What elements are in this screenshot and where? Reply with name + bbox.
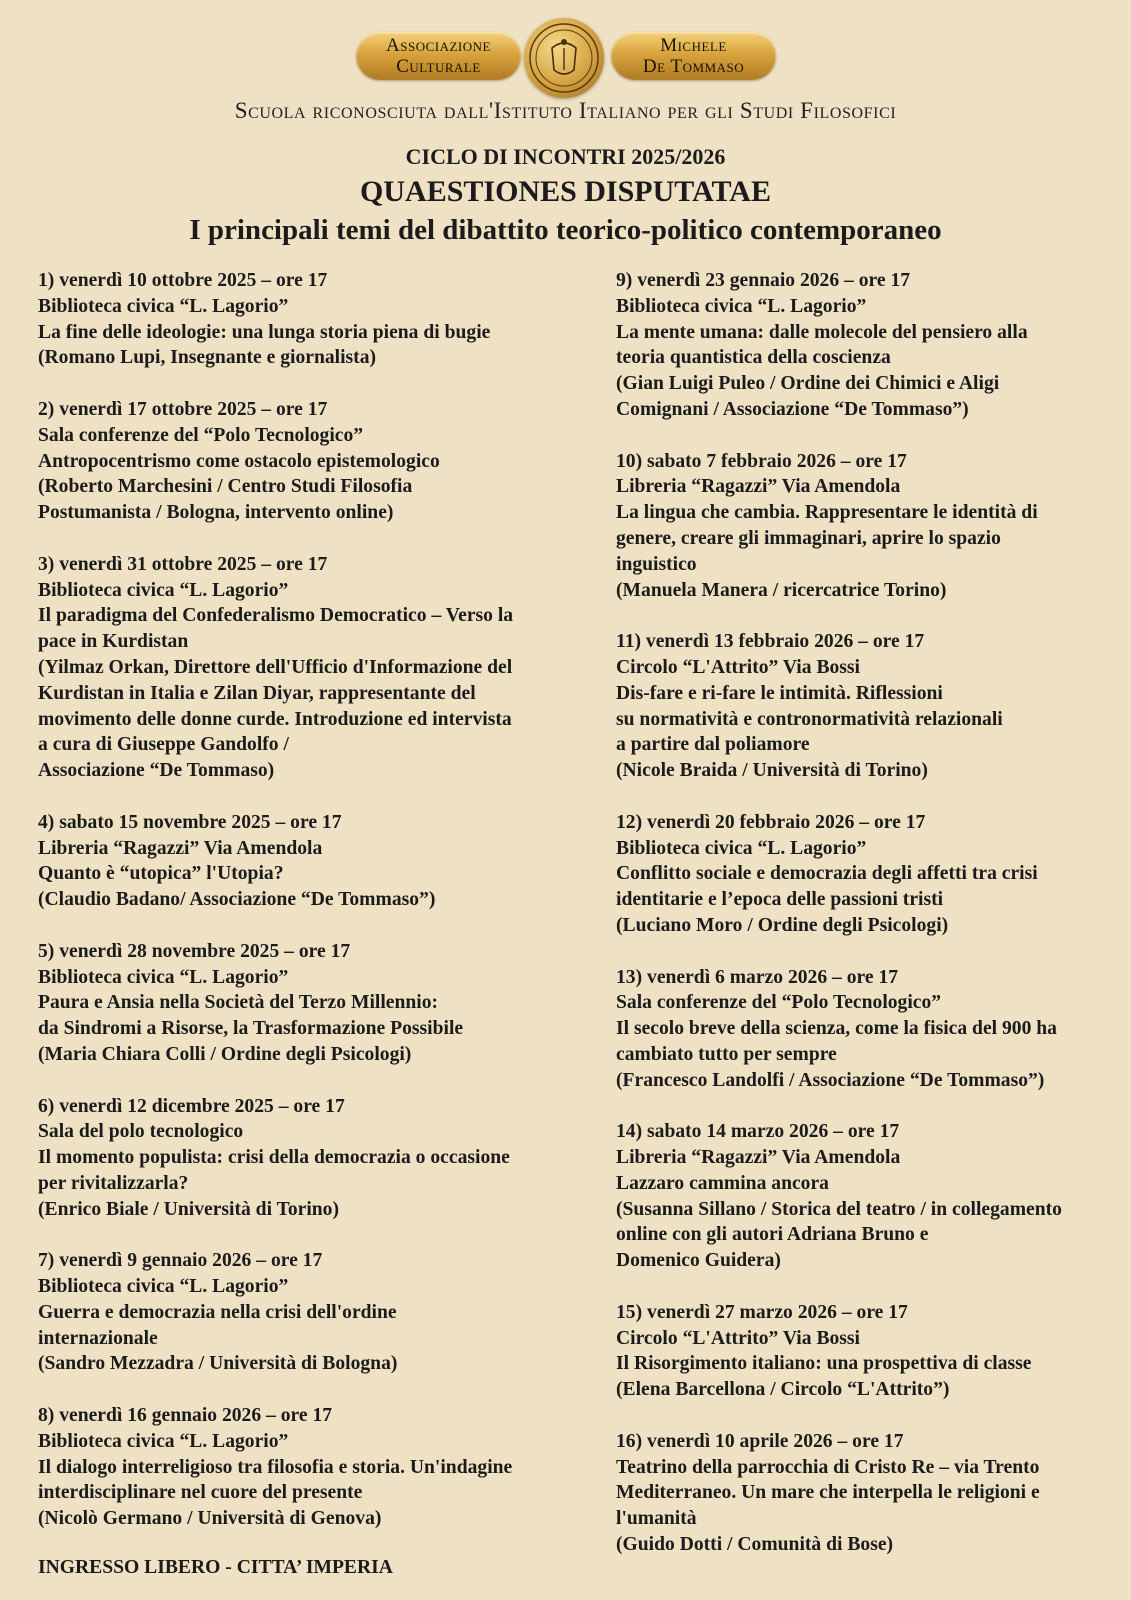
event-text-line: cambiato tutto per sempre [616,1043,837,1065]
event-item [38,810,583,913]
event-text-line: (Francesco Landolfi / Associazione “De Tommaso”) [616,1069,1045,1091]
event-text-line: La mente umana: dalle molecole del pensiero alla [616,321,1028,343]
event-text-line: Il momento populista: crisi della democrazia o occasione [38,1147,510,1169]
event-item [616,268,1116,423]
event-text-line: Dis-fare e ri-fare le intimità. Riflessioni [616,682,943,704]
event-text-line: (Guido Dotti / Comunità di Bose) [616,1534,894,1556]
logo-right-pill [611,32,776,80]
event-date-line: 13) venerdì 6 marzo 2026 – ore 17 [616,966,899,988]
event-text-line: Circolo “L'Attrito” Via Bossi [616,656,861,678]
footer-entry-note: INGRESSO LIBERO - CITTA’ IMPERIA [38,1557,393,1578]
event-text-line: a partire dal poliamore [616,734,810,756]
event-text-line: su normatività e contronormatività relazionali [616,708,1003,730]
event-text-line: Teatrino della parrocchia di Cristo Re – via Trento [616,1456,1040,1478]
page-subtitle: I principali temi del dibattito teorico-politico contemporaneo [189,214,942,246]
logo-left-pill [356,32,521,80]
event-date-line: 11) venerdì 13 febbraio 2026 – ore 17 [616,631,925,653]
event-date-line: 9) venerdì 23 gennaio 2026 – ore 17 [616,270,911,291]
event-date-line: 2) venerdì 17 ottobre 2025 – ore 17 [38,398,328,420]
association-logo [356,18,776,98]
event-item [616,449,1116,604]
event-date-line: 1) venerdì 10 ottobre 2025 – ore 17 [38,270,328,291]
event-date-line: 8) venerdì 16 gennaio 2026 – ore 17 [38,1405,333,1427]
event-item [38,552,583,784]
event-text-line: Libreria “Ragazzi” Via Amendola [616,476,901,498]
event-date-line: 15) venerdì 27 marzo 2026 – ore 17 [616,1301,908,1323]
event-item [616,965,1116,1094]
cycle-heading: CICLO DI INCONTRI 2025/2026 [405,144,726,169]
event-text-line: (Yilmaz Orkan, Direttore dell'Ufficio d'Informazione del [38,656,513,678]
event-item [616,1429,1116,1558]
event-text-line: pace in Kurdistan [38,631,189,653]
event-item [616,810,1116,939]
event-text-line: (Luciano Moro / Ordine degli Psicologi) [616,914,949,936]
event-text-line: identitarie e l’epoca delle passioni tristi [616,889,944,911]
event-text-line: (Elena Barcellona / Circolo “L'Attrito”) [616,1379,950,1401]
event-item [616,629,1116,784]
event-text-line: Circolo “L'Attrito” Via Bossi [616,1327,861,1349]
event-date-line: 16) venerdì 10 aprile 2026 – ore 17 [616,1430,904,1452]
event-text-line: Biblioteca civica “L. Lagorio” [38,579,289,601]
event-date-line: 3) venerdì 31 ottobre 2025 – ore 17 [38,553,328,575]
event-text-line: internazionale [38,1327,158,1349]
event-text-line: Conflitto sociale e democrazia degli affetti tra crisi [616,863,1038,885]
event-text-line: (Nicolò Germano / Università di Genova) [38,1508,382,1530]
event-text-line: Quanto è “utopica” l'Utopia? [38,863,284,885]
event-item [616,1300,1116,1403]
event-text-line: (Manuela Manera / ricercatrice Torino) [616,579,947,601]
school-recognition-line: Scuola riconosciuta dall'Istituto Italiano per gli Studi Filosofici [234,98,897,123]
event-text-line: Libreria “Ragazzi” Via Amendola [38,837,323,859]
event-text-line: Sala conferenze del “Polo Tecnologico” [38,424,364,446]
event-text-line: (Gian Luigi Puleo / Ordine dei Chimici e Aligi [616,373,1000,395]
seal-emblem-icon [524,18,604,98]
logo-left-word-2: Culturale [396,56,481,77]
event-date-line: 14) sabato 14 marzo 2026 – ore 17 [616,1121,900,1143]
event-text-line: (Romano Lupi, Insegnante e giornalista) [38,347,377,369]
event-text-line: Sala conferenze del “Polo Tecnologico” [616,992,942,1014]
event-date-line: 12) venerdì 20 febbraio 2026 – ore 17 [616,811,926,833]
event-text-line: da Sindromi a Risorse, la Trasformazione Possibile [38,1018,464,1040]
logo-left-word-1: Associazione [386,35,491,56]
event-text-line: a cura di Giuseppe Gandolfo / [38,734,289,756]
event-text-line: (Enrico Biale / Università di Torino) [38,1198,339,1220]
event-item [616,1119,1116,1274]
event-text-line: Il Risorgimento italiano: una prospettiva di classe [616,1353,1032,1375]
event-text-line: Paura e Ansia nella Società del Terzo Millennio: [38,992,439,1014]
event-date-line: 7) venerdì 9 gennaio 2026 – ore 17 [38,1250,323,1272]
event-text-line: Antropocentrismo come ostacolo epistemologico [38,450,440,472]
logo-right-word-1: Michele [660,35,727,56]
event-text-line: Associazione “De Tommaso) [38,760,275,782]
event-text-line: Sala del polo tecnologico [38,1121,244,1143]
event-text-line: Biblioteca civica “L. Lagorio” [616,295,867,317]
event-text-line: interdisciplinare nel cuore del presente [38,1482,363,1504]
event-item [38,397,583,526]
event-text-line: Biblioteca civica “L. Lagorio” [38,295,289,317]
event-text-line: (Susanna Sillano / Storica del teatro / in collegamento [616,1198,1062,1220]
event-text-line: (Sandro Mezzadra / Università di Bologna) [38,1353,398,1375]
event-text-line: per rivitalizzarla? [38,1172,189,1194]
event-text-line: Il dialogo interreligioso tra filosofia e storia. Un'indagine [38,1456,513,1478]
event-text-line: (Roberto Marchesini / Centro Studi Filosofia [38,476,413,498]
event-text-line: Domenico Guidera) [616,1250,781,1272]
event-item [38,939,583,1068]
event-text-line: Guerra e democrazia nella crisi dell'ordine [38,1301,397,1323]
event-date-line: 10) sabato 7 febbraio 2026 – ore 17 [616,450,907,472]
event-text-line: La lingua che cambia. Rappresentare le identità di [616,502,1038,524]
event-text-line: genere, creare gli immaginari, aprire lo spazio [616,527,1001,549]
event-date-line: 4) sabato 15 novembre 2025 – ore 17 [38,811,342,833]
event-item [38,1403,583,1532]
event-date-line: 5) venerdì 28 novembre 2025 – ore 17 [38,940,351,962]
event-text-line: (Nicole Braida / Università di Torino) [616,760,928,782]
event-text-line: Biblioteca civica “L. Lagorio” [616,837,867,859]
event-text-line: online con gli autori Adriana Bruno e [616,1224,929,1246]
event-text-line: Postumanista / Bologna, intervento online) [38,502,394,524]
events-column-right [616,268,1116,1584]
event-text-line: Mediterraneo. Un mare che interpella le religioni e [616,1482,1040,1504]
event-item [38,268,583,371]
event-item [38,1248,583,1377]
event-text-line: La fine delle ideologie: una lunga storia piena di bugie [38,321,491,343]
event-text-line: Lazzaro cammina ancora [616,1172,829,1194]
event-text-line: Kurdistan in Italia e Zilan Diyar, rappresentante del [38,682,476,704]
event-text-line: Biblioteca civica “L. Lagorio” [38,966,289,988]
event-text-line: Il paradigma del Confederalismo Democratico – Verso la [38,605,514,627]
event-text-line: Libreria “Ragazzi” Via Amendola [616,1147,901,1169]
page-title: QUAESTIONES DISPUTATAE [360,175,771,208]
logo-right-word-2: De Tommaso [642,56,745,77]
event-text-line: l'umanità [616,1508,697,1530]
event-text-line: Biblioteca civica “L. Lagorio” [38,1430,289,1452]
event-text-line: (Claudio Badano/ Associazione “De Tommaso”) [38,889,436,911]
event-text-line: movimento delle donne curde. Introduzione ed intervista [38,708,512,730]
event-item [38,1094,583,1223]
event-text-line: Biblioteca civica “L. Lagorio” [38,1276,289,1298]
event-text-line: Comignani / Associazione “De Tommaso”) [616,398,969,420]
event-text-line: teoria quantistica della coscienza [616,347,891,369]
event-text-line: inguistico [616,553,697,575]
events-column-left [38,268,583,1558]
event-date-line: 6) venerdì 12 dicembre 2025 – ore 17 [38,1095,345,1117]
event-text-line: Il secolo breve della scienza, come la fisica del 900 ha [616,1018,1057,1040]
event-text-line: (Maria Chiara Colli / Ordine degli Psicologi) [38,1043,412,1065]
